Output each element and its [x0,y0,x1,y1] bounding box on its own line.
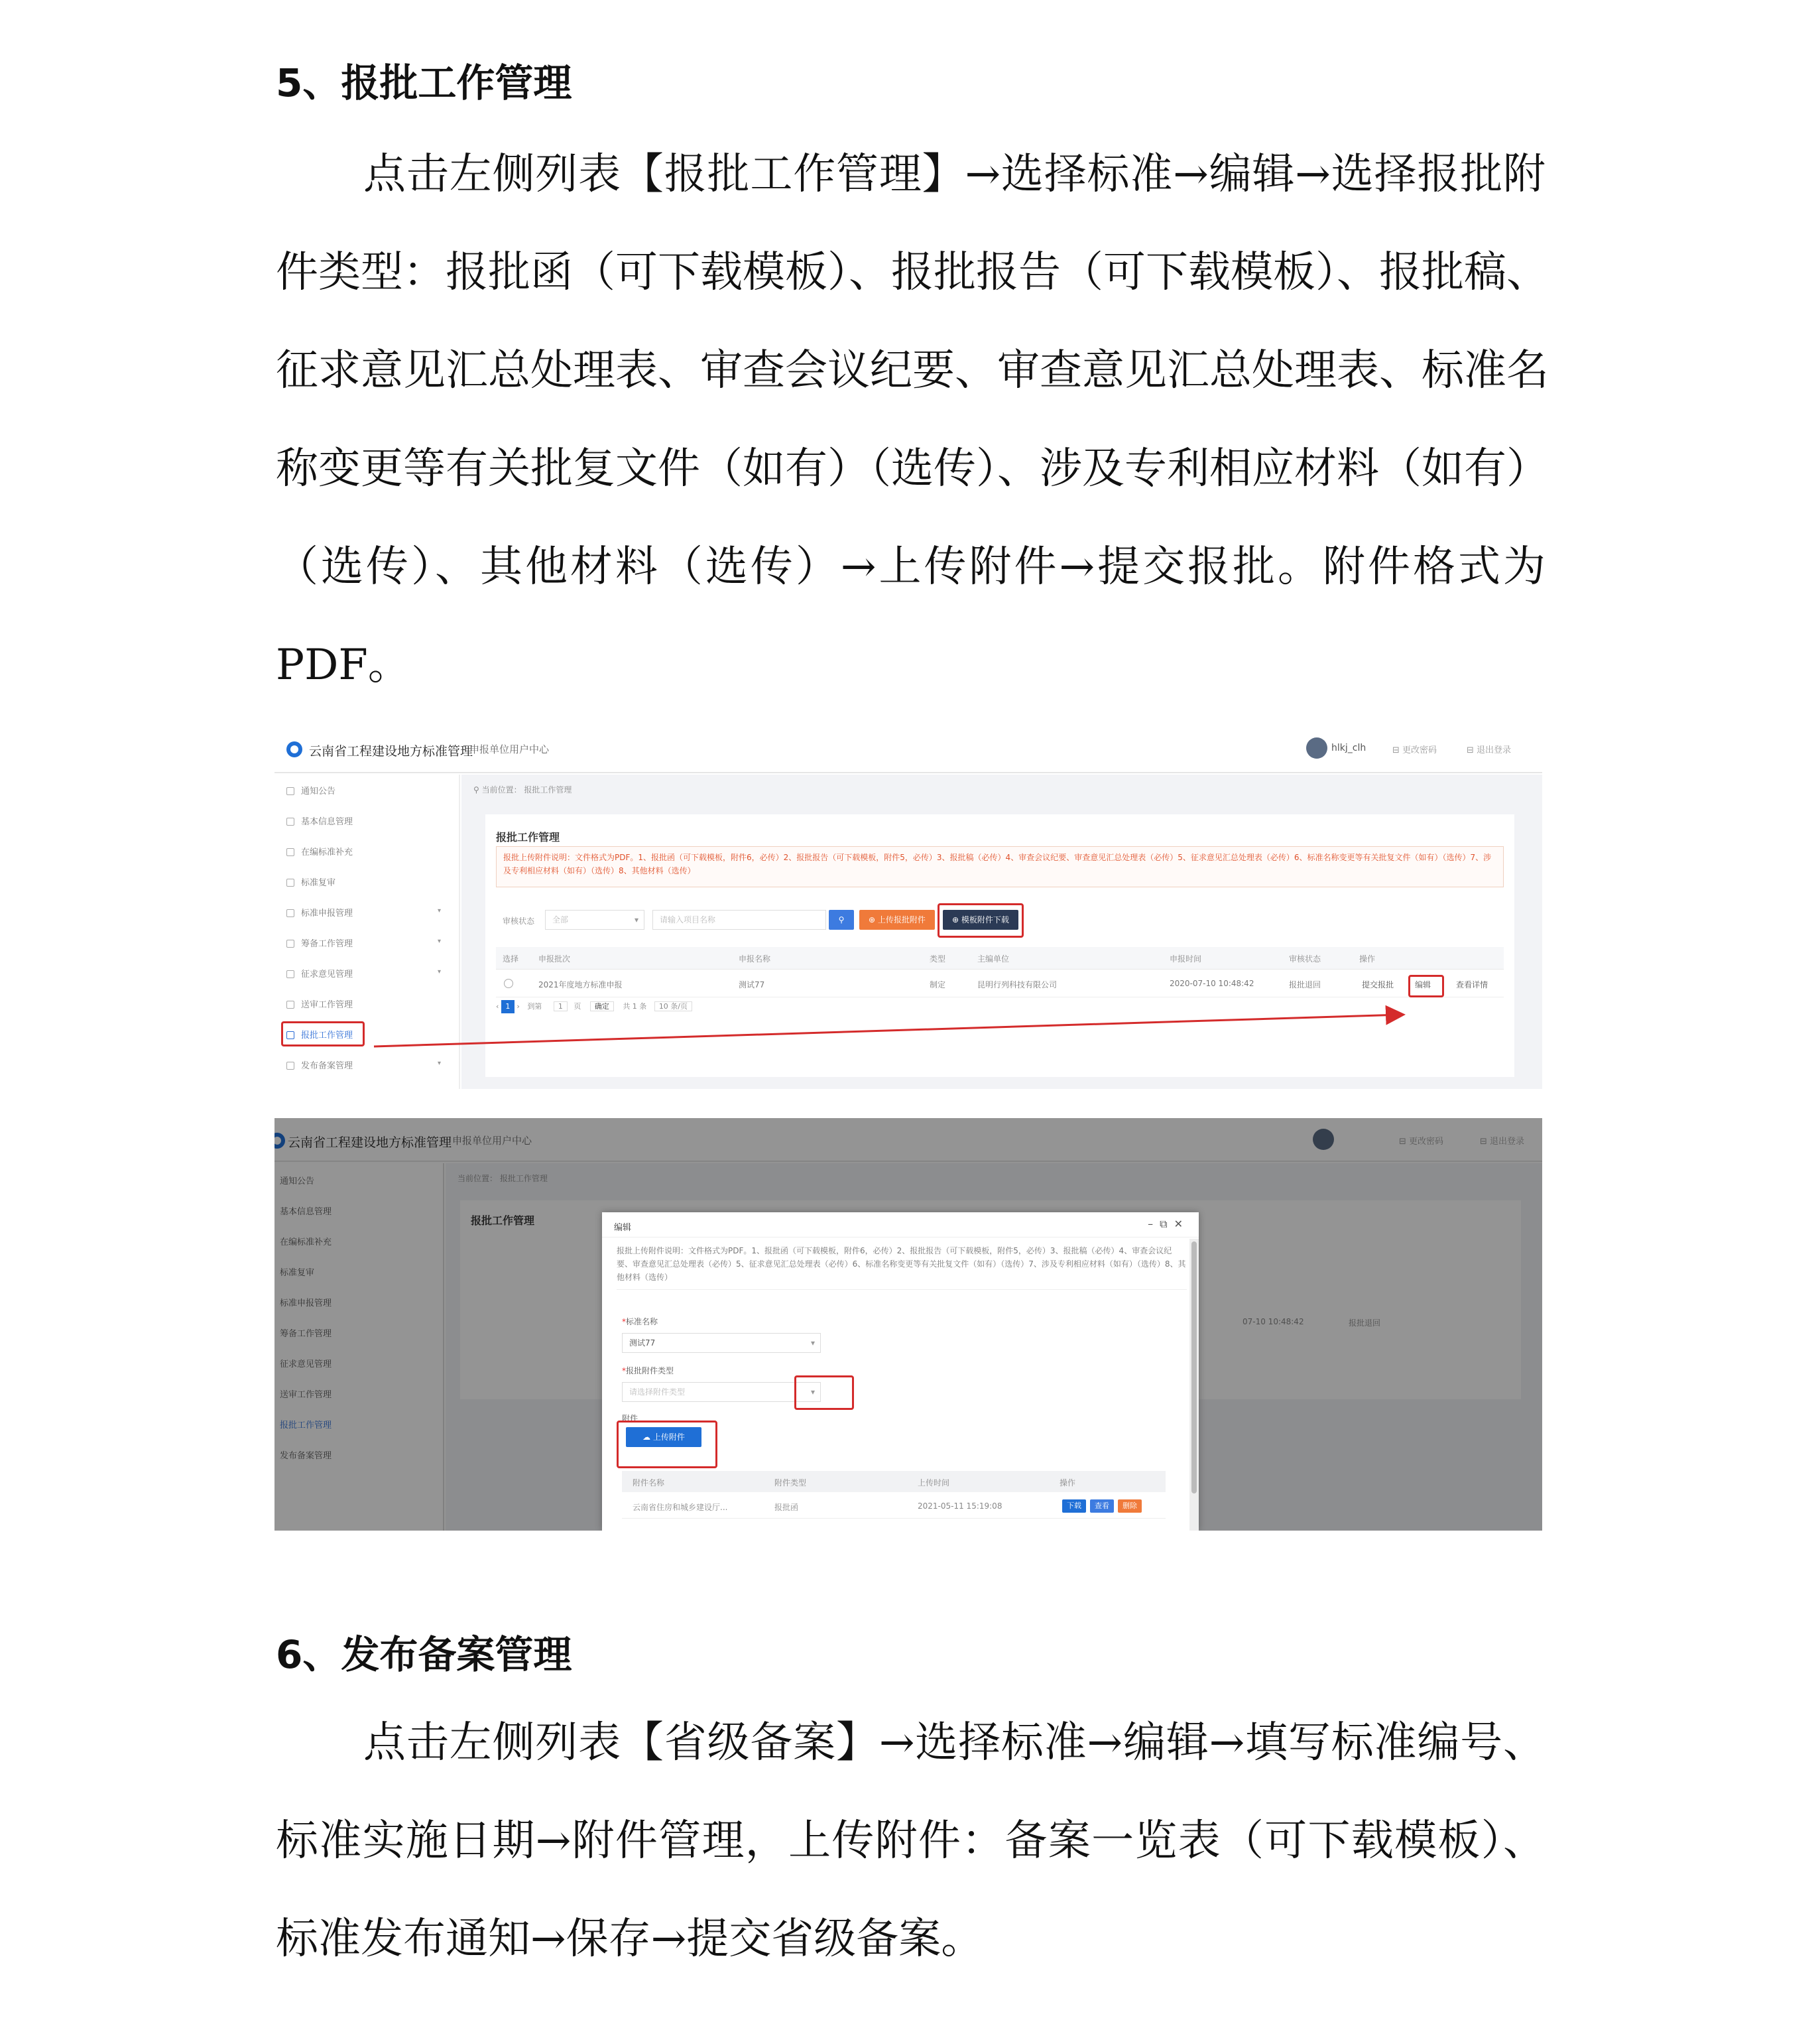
page-unit-label: 页 [574,1002,581,1011]
column-header: 操作 [1060,1478,1076,1487]
logout-label: 退出登录 [1490,1137,1525,1147]
edit-dialog [602,1212,1199,1531]
sidebar-item-label: 发布备案管理 [301,1061,353,1071]
row-time: 2020-07-10 10:48:42 [1170,979,1254,988]
view-button[interactable]: 查看 [1090,1499,1114,1513]
column-header: 审核状态 [1289,954,1321,964]
edit-link[interactable]: 编辑 [1415,980,1431,989]
change-password-label: 更改密码 [1409,1137,1444,1147]
upload-report-button[interactable]: ⊕ 上传报批附件 [859,910,935,930]
attachment-time: 2021-05-11 15:19:08 [918,1501,1002,1511]
type-label-text: 报批附件类型 [626,1366,674,1375]
upload-attachment-label: 上传附件 [652,1432,685,1442]
goto-label: 到第 [527,1002,542,1011]
attachment-type: 报批函 [774,1503,799,1512]
search-input[interactable]: 请输入项目名称 [652,910,826,930]
status-select[interactable]: 全部 ▾ [545,910,644,930]
highlight-box [617,1421,717,1468]
sidebar-item-label: 报批工作管理 [301,1031,353,1041]
paragraph-line: 标准发布通知→保存→提交省级备案。 [276,1915,984,1964]
breadcrumb-text: 当前位置： 报批工作管理 [481,785,572,794]
sidebar-item-label: 征求意见管理 [301,970,353,980]
column-header: 主编单位 [977,954,1010,964]
logout-link[interactable]: ⊟ 退出登录 [1467,745,1512,755]
upload-attachment-button[interactable]: ☁ 上传附件 [626,1427,701,1447]
app-title: 云南省工程建设地方标准管理 [309,744,473,759]
chevron-down-icon: ▾ [438,938,442,945]
paragraph-line: PDF。 [276,641,410,690]
app-subtitle: 申报单位用户中心 [469,743,550,755]
view-detail-link[interactable]: 查看详情 [1456,980,1488,989]
sidebar-item-label: 筹备工作管理 [301,939,353,949]
paragraph-line: （选传）、其他材料（选传）→上传附件→提交报批。附件格式为 [276,542,1546,592]
sidebar-item-label: 在编标准补充 [301,848,353,857]
std-name-select[interactable]: 测试77 ▾ [622,1333,821,1353]
attachment-table [622,1471,1166,1519]
column-header: 类型 [930,954,946,964]
prev-page-icon[interactable]: ‹ [496,1002,499,1011]
highlight-box [794,1375,854,1410]
template-download-label: 模板附件下载 [961,915,1009,924]
chevron-down-icon: ▾ [438,968,442,976]
attachment-name: 云南省住房和城乡建设厅... [633,1503,728,1512]
annotation-arrow [274,723,1542,1089]
chevron-down-icon: ▾ [438,1060,442,1067]
paragraph-line: 标准实施日期→附件管理，上传附件：备案一览表（可下载模板）、 [276,1816,1546,1866]
filter-label: 审核状态 [503,917,535,926]
sidebar-item-report-management[interactable]: 报批工作管理 [280,1421,332,1430]
page-title: 报批工作管理 [471,1214,535,1227]
std-name-label-text: 标准名称 [626,1317,658,1326]
paragraph-line: 称变更等有关批复文件（如有）（选传）、涉及专利相应材料（如有） [276,444,1549,493]
sidebar-item-basic-info[interactable]: 基本信息管理 [280,1207,332,1217]
sidebar-item-label: 标准申报管理 [301,909,353,918]
next-page-icon[interactable]: › [516,1002,520,1011]
table-header [622,1471,1166,1492]
column-header: 操作 [1359,954,1376,964]
sidebar-item-opinion[interactable]: 征求意见管理 [280,1360,332,1369]
logout-label: 退出登录 [1477,745,1512,755]
sidebar-item-submission[interactable]: 送审工作管理 [280,1390,332,1400]
row-batch: 2021年度地方标准申报 [538,980,623,989]
sidebar-item-notice[interactable]: 通知公告 [280,1176,315,1186]
breadcrumb: ⚲ 当前位置： 报批工作管理 [473,785,572,794]
attachment-type-select[interactable]: 请选择附件类型 ▾ [622,1382,821,1402]
dialog-header [602,1212,1199,1237]
column-header: 申报批次 [538,954,571,964]
paragraph-line: 征求意见汇总处理表、审查会议纪要、审查意见汇总处理表、标准名 [276,346,1549,395]
upload-report-label: 上传报批附件 [877,915,926,924]
paragraph-line: 点击左侧列表【报批工作管理】→选择标准→编辑→选择报批附 [363,150,1546,199]
sidebar-item-release[interactable]: 发布备案管理 [280,1451,332,1461]
screenshot-edit-dialog [274,1118,1542,1531]
page-size-select[interactable]: 10 条/页 [654,1001,692,1011]
section-5-title: 5、报批工作管理 [276,60,572,105]
confirm-button[interactable]: 确定 [590,1001,614,1011]
change-password-link[interactable]: ⊟ 更改密码 [1399,1137,1444,1147]
upload-notice: 报批上传附件说明：文件格式为PDF。1、报批函（可下载模板，附件6，必传）2、报批报告（可下载模板，附件5，必传）3、报批稿（必传）4、审查会议纪要、审查意见汇总处理表（必传）5、征求意见汇总处理表（必传）6、标准名称变更等有关批复文件（如有）（选传）7、涉及专利相应材料（如有）（选传）8、其他材料（选传） [617,1244,1187,1290]
submit-report-link[interactable]: 提交报批 [1362,980,1394,989]
row-unit: 昆明行列科技有限公司 [977,980,1058,989]
column-header: 上传时间 [918,1478,950,1487]
sidebar-item-standard-supplement[interactable]: 在编标准补充 [280,1237,332,1247]
screenshot-report-management-list [274,723,1542,1089]
sidebar-item-standard-review[interactable]: 标准复审 [280,1268,315,1278]
template-download-button[interactable]: ⊕ 模板附件下载 [943,910,1018,930]
sidebar-item-label: 通知公告 [301,787,336,796]
page-title: 报批工作管理 [496,831,560,844]
sidebar-item-preparation[interactable]: 筹备工作管理 [280,1329,332,1339]
section-6-paragraph [276,1694,1546,1988]
row-type: 制定 [930,980,946,989]
std-name-label: *标准名称 [622,1317,658,1326]
column-header: 选择 [503,954,519,964]
column-header: 申报时间 [1170,954,1202,964]
row-status: 报批退回 [1289,980,1321,989]
sidebar-item-application[interactable]: 标准申报管理 [280,1298,332,1308]
breadcrumb: 当前位置： 报批工作管理 [457,1174,548,1183]
app-subtitle: 申报单位用户中心 [452,1135,532,1147]
row-time: 07-10 10:48:42 [1243,1317,1304,1326]
change-password-label: 更改密码 [1402,745,1437,755]
section-5-paragraph [276,125,1549,714]
page-input[interactable]: 1 [554,1001,568,1011]
type-label: *报批附件类型 [622,1366,674,1375]
download-button[interactable]: 下载 [1062,1499,1086,1513]
total-count: 共 1 条 [623,1002,647,1011]
row-name: 测试77 [739,980,765,989]
user-name: hlkj_clh [1331,743,1366,753]
section-6-title: 6、发布备案管理 [276,1632,572,1677]
table-row [622,1492,1166,1519]
logout-link[interactable]: ⊟ 退出登录 [1480,1137,1525,1147]
dialog-scrollbar[interactable] [1189,1239,1199,1531]
column-header: 附件类型 [774,1478,807,1487]
app-title: 云南省工程建设地方标准管理 [288,1135,452,1150]
delete-button[interactable]: 删除 [1118,1499,1142,1513]
attach-label: 附件 [622,1414,638,1423]
dialog-title: 编辑 [614,1223,632,1233]
column-header: 申报名称 [739,954,771,964]
paragraph-line: 点击左侧列表【省级备案】→选择标准→编辑→填写标准编号、 [363,1718,1546,1767]
page-number[interactable]: 1 [501,1000,515,1013]
search-button[interactable]: ⚲ [829,910,854,930]
sidebar-item-label: 送审工作管理 [301,1000,353,1010]
change-password-link[interactable]: ⊟ 更改密码 [1392,745,1437,755]
upload-notice: 报批上传附件说明：文件格式为PDF。1、报批函（可下载模板，附件6，必传）2、报批报告（可下载模板，附件5，必传）3、报批稿（必传）4、审查会议纪要、审查意见汇总处理表（必传）5、征求意见汇总处理表（必传）6、标准名称变更等有关批复文件（如有）（选传）7、涉及专利相应材料（如有）（选传）8、其他材料（选传） [496,846,1504,887]
sidebar-item-label: 标准复审 [301,878,336,888]
row-status: 报批退回 [1349,1318,1381,1328]
paragraph-line: 件类型：报批函（可下载模板）、报批报告（可下载模板）、报批稿、 [276,248,1549,297]
dialog-window-controls[interactable]: –⧉✕ [1148,1218,1189,1230]
chevron-down-icon: ▾ [438,907,442,915]
column-header: 附件名称 [633,1478,665,1487]
sidebar-item-label: 基本信息管理 [301,817,353,827]
